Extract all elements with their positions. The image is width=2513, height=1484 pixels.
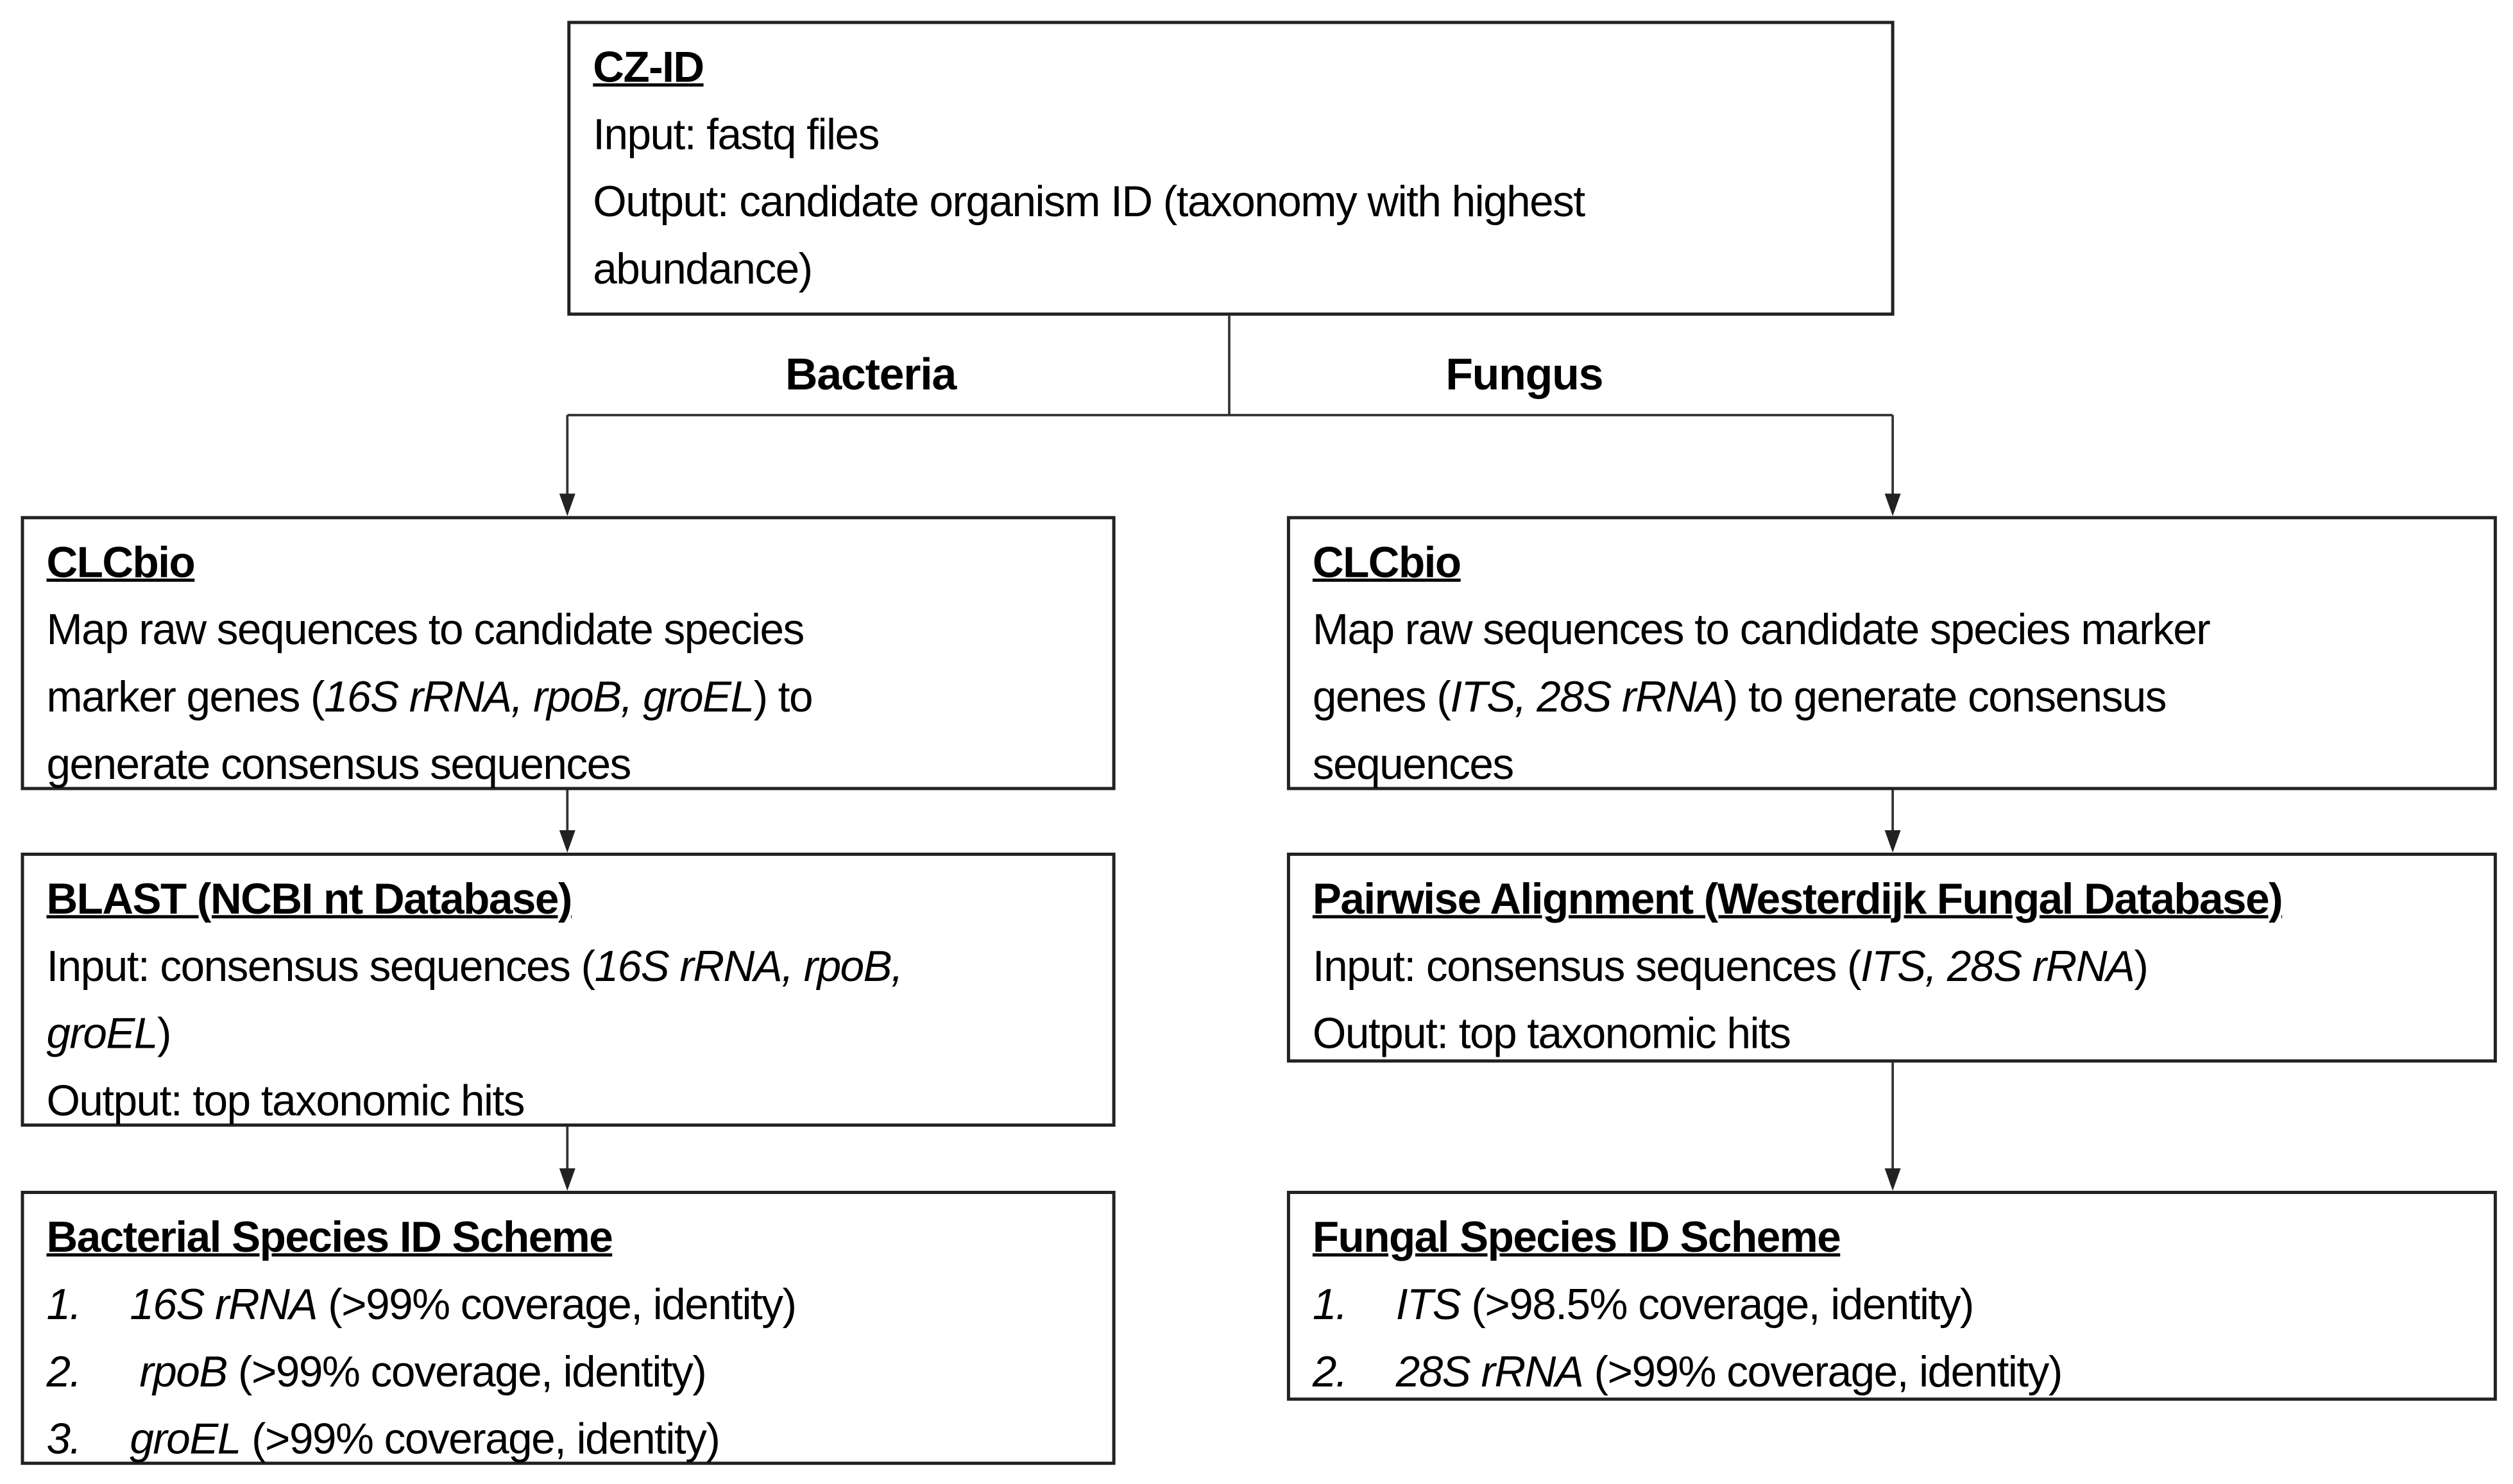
fungus-clcbio-genes-line [1313, 663, 2471, 731]
bacteria-clcbio-box [21, 516, 1115, 790]
criteria: (>99% coverage, identity) [316, 1280, 796, 1329]
fungus-pairwise-input [1313, 933, 2471, 1000]
gene-name: ITS [1395, 1280, 1461, 1329]
item-number: 2. [1312, 1347, 1347, 1396]
gene-names: 16S rRNA, rpoB, [594, 942, 903, 991]
gene-names: 16S rRNA, rpoB, groEL [324, 673, 754, 722]
text: ) to [753, 673, 813, 722]
bacteria-blast-box [21, 853, 1115, 1127]
fungus-scheme-title: Fungal Species ID Scheme [1312, 1213, 1841, 1261]
fungus-clcbio-title: CLCbio [1312, 538, 1461, 587]
gene-names: ITS, 28S rRNA [1450, 673, 1724, 722]
arrow-head-icon [1885, 493, 1901, 516]
text: Input: consensus sequences ( [46, 942, 595, 991]
gene-names: ITS, 28S rRNA [1861, 942, 2134, 991]
arrow-head-icon [559, 493, 575, 516]
text: Input: consensus sequences ( [1312, 942, 1861, 991]
scheme-item [46, 1338, 1089, 1406]
branch-label-fungus: Fungus [1445, 349, 1603, 400]
bacteria-clcbio-title: CLCbio [46, 538, 195, 587]
bacteria-blast-input [46, 933, 1089, 1000]
gene-name: groEL [130, 1415, 241, 1463]
scheme-item [46, 1271, 1089, 1338]
criteria: (>98.5% coverage, identity) [1460, 1280, 1973, 1329]
gene-name: 28S rRNA [1395, 1347, 1583, 1396]
czid-output: Output: candidate organism ID (taxonomy with highest [593, 178, 1585, 226]
text: ) [2134, 942, 2148, 991]
fungus-clcbio-box [1287, 516, 2497, 790]
fungus-clcbio-text: Map raw sequences to candidate species marker [1312, 606, 2210, 654]
gene-name: 16S rRNA [130, 1280, 317, 1329]
czid-box [567, 21, 1894, 316]
scheme-item [46, 1406, 1089, 1473]
arrow-head-icon [559, 830, 575, 853]
branch-label-bacteria: Bacteria [785, 349, 957, 400]
bacteria-clcbio-genes-line [46, 663, 1089, 731]
item-number: 2. [46, 1347, 81, 1396]
fungus-pairwise-output: Output: top taxonomic hits [1312, 1009, 1791, 1058]
fungus-pairwise-box [1287, 853, 2497, 1062]
arrow-head-icon [1885, 830, 1901, 853]
item-number: 1. [46, 1280, 81, 1329]
bacteria-clcbio-text: Map raw sequences to candidate species [46, 606, 804, 654]
bacteria-scheme-box [21, 1191, 1115, 1465]
bacteria-clcbio-text: generate consensus sequences [46, 740, 631, 789]
scheme-item [1313, 1271, 2471, 1338]
fungus-scheme-box [1287, 1191, 2497, 1401]
bacteria-scheme-title: Bacterial Species ID Scheme [46, 1213, 613, 1261]
czid-title: CZ-ID [593, 43, 704, 92]
gene-name: rpoB [139, 1347, 227, 1396]
gene-names: groEL [46, 1009, 157, 1058]
text: marker genes ( [46, 673, 325, 722]
bacteria-blast-title: BLAST (NCBI nt Database) [46, 874, 572, 923]
bacteria-blast-input-cont [46, 1000, 1089, 1068]
criteria: (>99% coverage, identity) [1583, 1347, 2062, 1396]
arrow-head-icon [1885, 1168, 1901, 1191]
criteria: (>99% coverage, identity) [240, 1415, 720, 1463]
scheme-item [1313, 1338, 2471, 1406]
text: genes ( [1312, 673, 1451, 722]
text: ) to generate consensus [1723, 673, 2167, 722]
fungus-pairwise-title: Pairwise Alignment (Westerdijk Fungal Database) [1312, 874, 2283, 923]
text: ) [157, 1009, 171, 1058]
bacteria-blast-output: Output: top taxonomic hits [46, 1077, 525, 1125]
czid-output-cont: abundance) [593, 245, 812, 294]
item-number: 1. [1312, 1280, 1347, 1329]
arrow-head-icon [559, 1168, 575, 1191]
item-number: 3. [46, 1415, 81, 1463]
fungus-clcbio-text: sequences [1312, 740, 1513, 789]
criteria: (>99% coverage, identity) [226, 1347, 706, 1396]
czid-input: Input: fastq files [593, 110, 879, 159]
